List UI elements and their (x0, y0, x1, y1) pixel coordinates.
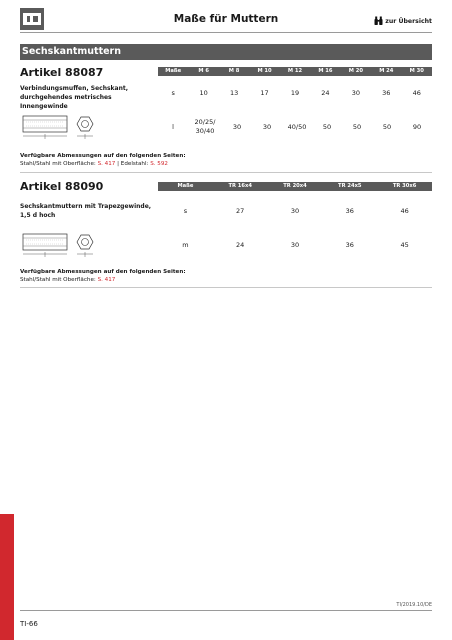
footer-divider (20, 610, 432, 611)
coupling-nut-drawing (22, 112, 102, 146)
page-link-592[interactable]: S. 592 (150, 161, 168, 167)
column-header: Maße (177, 183, 194, 189)
column-header: TR 16x4 (228, 183, 252, 189)
column-header: M 8 (228, 68, 240, 74)
availability-text: Stahl/Stahl mit Oberfläche: (20, 161, 98, 167)
table-cell: 30 (262, 122, 272, 131)
description-line: Sechskantmuttern mit Trapezgewinde, (20, 203, 152, 210)
table-cell: 50 (322, 122, 332, 131)
table-cell: 40/50 (287, 122, 307, 131)
column-header: TR 20x4 (283, 183, 307, 189)
table-88090-header (158, 182, 432, 191)
table-cell: 90 (412, 122, 422, 131)
table-row (158, 206, 432, 216)
column-header: M 12 (287, 68, 303, 74)
row-label: s (183, 206, 188, 215)
availability-heading: Verfügbare Abmessungen auf den folgenden Seiten: (20, 269, 186, 275)
table-cell: 36 (345, 240, 354, 249)
column-header: M 16 (318, 68, 333, 74)
column-header: M 24 (379, 68, 394, 74)
article-88090-title: Artikel 88090 (20, 180, 104, 193)
availability-text: Stahl/Stahl mit Oberfläche: (20, 277, 98, 283)
column-header: TR 30x6 (392, 183, 417, 189)
overview-link[interactable] (374, 16, 432, 25)
binoculars-icon (374, 16, 383, 25)
column-header: M 20 (348, 68, 363, 74)
column-header: M 30 (409, 68, 424, 74)
table-cell: 30 (290, 240, 300, 249)
table-cell: 19 (290, 88, 300, 97)
table-cell: 36 (382, 88, 391, 97)
table-cell: 10 (199, 88, 208, 97)
table-cell: 50 (382, 122, 392, 131)
hex-nut-trapezoidal-drawing (22, 230, 102, 264)
table-cell: 36 (345, 206, 354, 215)
column-header: Maße (165, 68, 182, 74)
table-cell: 30 (351, 88, 360, 97)
table-cell: 46 (400, 206, 409, 215)
column-header: M 6 (198, 68, 209, 74)
header-divider (20, 32, 432, 33)
article-88090-description (20, 202, 160, 220)
table-cell: 24 (236, 240, 245, 249)
description-line: durchgehendes metrisches Innengewinde (20, 94, 112, 110)
table-cell: 45 (400, 240, 409, 249)
column-header: M 10 (257, 68, 272, 74)
table-cell: 27 (236, 206, 245, 215)
row-label: m (182, 240, 189, 249)
row-label: l (172, 122, 174, 131)
document-code: TI/2019.10/DE (396, 602, 432, 608)
overview-label: zur Übersicht (385, 18, 432, 25)
availability-88090 (20, 268, 186, 284)
table-88087-header (158, 67, 432, 76)
page-link-417[interactable]: S. 417 (97, 161, 116, 167)
page-title: Maße für Muttern (173, 13, 279, 25)
availability-separator: | Edelstahl: (115, 161, 151, 167)
chapter-tab-marker (0, 514, 14, 640)
table-cell: 46 (412, 88, 421, 97)
section-divider (20, 172, 432, 173)
section-title-bar (20, 44, 432, 60)
description-line: 1,5 d hoch (20, 212, 56, 219)
table-cell: 13 (229, 88, 239, 97)
table-cell: 20/25/ 30/40 (194, 118, 216, 135)
page-link-417[interactable]: S. 417 (97, 277, 116, 283)
table-row (158, 240, 432, 250)
column-header: TR 24x5 (338, 183, 362, 189)
table-row (158, 88, 432, 98)
article-88087-description (20, 84, 160, 111)
table-cell: 17 (260, 88, 269, 97)
description-line: Verbindungsmuffen, Sechskant, (20, 85, 129, 92)
section-divider (20, 287, 432, 288)
article-88087-title: Artikel 88087 (20, 66, 104, 79)
availability-88087 (20, 152, 186, 168)
page-number: TI-66 (20, 620, 38, 628)
table-row (158, 117, 432, 137)
availability-heading: Verfügbare Abmessungen auf den folgenden Seiten: (20, 153, 186, 159)
row-label: s (171, 88, 175, 97)
table-cell: 30 (290, 206, 300, 215)
table-cell: 50 (352, 122, 362, 131)
table-cell: 30 (232, 122, 242, 131)
table-cell: 24 (321, 88, 330, 97)
section-title: Sechskantmuttern (22, 46, 122, 57)
